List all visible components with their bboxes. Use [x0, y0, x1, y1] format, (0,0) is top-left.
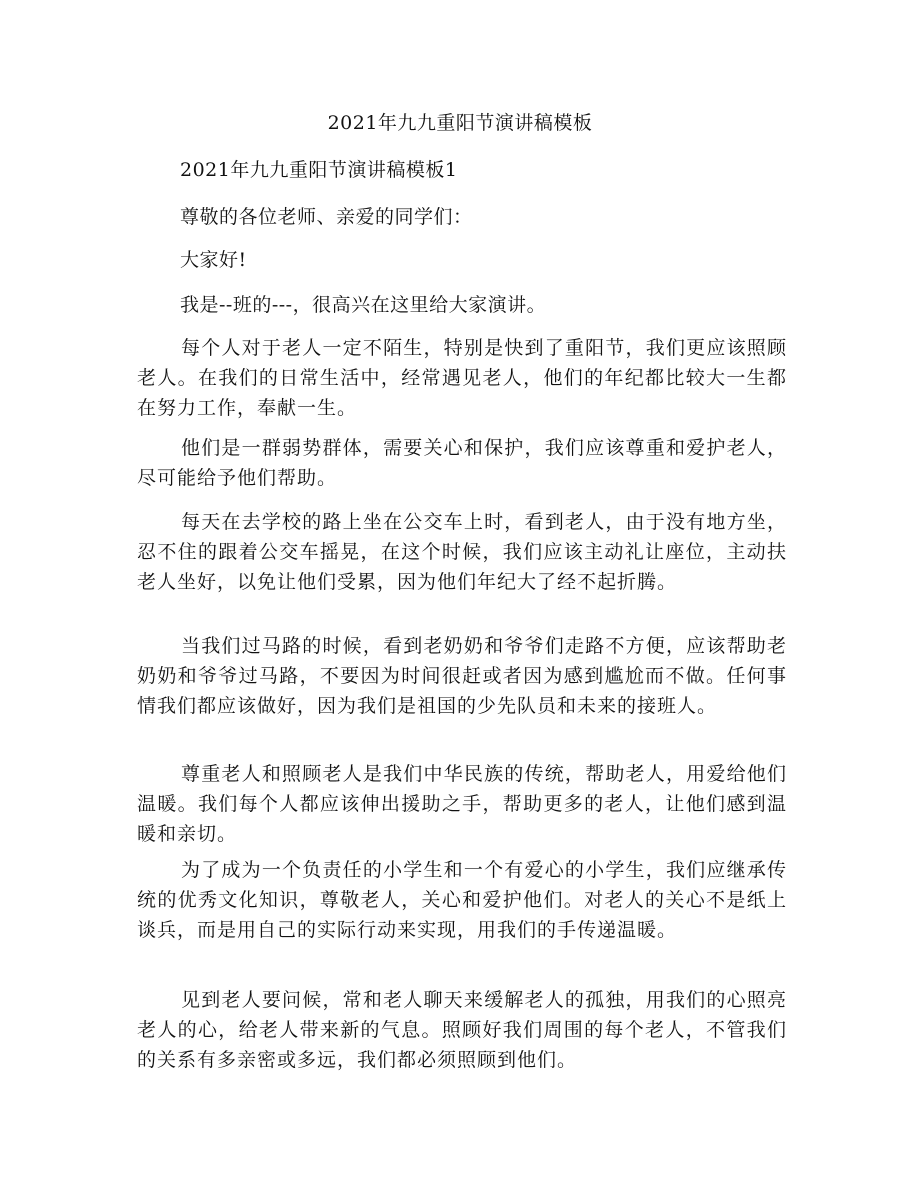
document-title: 2021年九九重阳节演讲稿模板 — [327, 112, 593, 134]
intro-line: 我是--班的---，很高兴在这里给大家演讲。 — [180, 294, 547, 316]
paragraph-6: 为了成为一个负责任的小学生和一个有爱心的小学生，我们应继承传统的优秀文化知识，尊敬老人，关心和爱护他们。对老人的关心不是纸上谈兵，而是用自己的实际行动来实现，用我们的手传递温暖。 — [137, 859, 787, 941]
paragraph-7: 见到老人要问候，常和老人聊天来缓解老人的孤独，用我们的心照亮老人的心，给老人带来新的气息。照顾好我们周围的每个老人，不管我们的关系有多亲密或多远，我们都必须照顾到他们。 — [137, 989, 787, 1071]
paragraph-3: 每天在去学校的路上坐在公交车上时，看到老人，由于没有地方坐，忍不住的跟着公交车摇晃，在这个时候，我们应该主动礼让座位，主动扶老人坐好，以免让他们受累，因为他们年纪大了经不起折腾。 — [137, 511, 787, 593]
document-subtitle: 2021年九九重阳节演讲稿模板1 — [180, 159, 458, 181]
salutation: 尊敬的各位老师、亲爱的同学们： — [180, 206, 473, 228]
paragraph-5: 尊重老人和照顾老人是我们中华民族的传统，帮助老人，用爱给他们温暖。我们每个人都应该伸出援助之手，帮助更多的老人，让他们感到温暖和亲切。 — [137, 763, 787, 845]
paragraph-2: 他们是一群弱势群体，需要关心和保护，我们应该尊重和爱护老人，尽可能给予他们帮助。 — [137, 437, 787, 489]
paragraph-1: 每个人对于老人一定不陌生，特别是快到了重阳节，我们更应该照顾老人。在我们的日常生活中，经常遇见老人，他们的年纪都比较大一生都在努力工作，奉献一生。 — [137, 337, 787, 419]
paragraph-4: 当我们过马路的时候，看到老奶奶和爷爷们走路不方便，应该帮助老奶奶和爷爷过马路，不要因为时间很赶或者因为感到尴尬而不做。任何事情我们都应该做好，因为我们是祖国的少先队员和未来的接班人。 — [137, 635, 787, 717]
greeting: 大家好! — [180, 249, 247, 271]
